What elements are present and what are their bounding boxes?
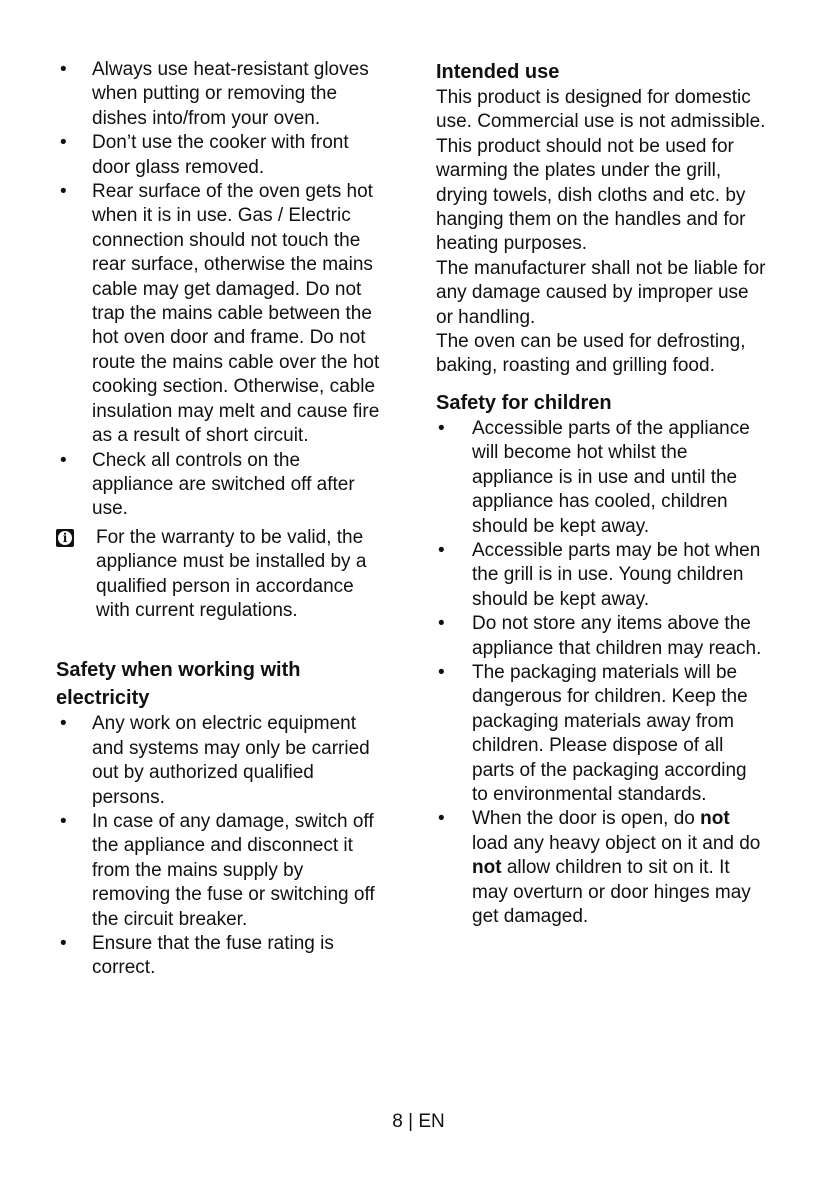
children-list [436,417,816,930]
intended-use-paragraph: This product is designed for domestic use. Commercial use is not admissible. This product should not be used for warming the plates under the grill, drying towels, dish cloths and etc. by hanging them on the handles and for heating purposes. The manufacturer shall not be liable for any damage caused by improper use or handling. The oven can be used for defrosting, baking, roasting and grilling food. [436,87,766,377]
right-column [436,58,816,929]
bullet: • [60,713,67,735]
list-item: • Do not store any items above the appliance that children may reach. [438,613,762,659]
bullet: • [60,810,67,832]
list-item: • Always use heat-resistant gloves when putting or removing the dishes into/from your oven. [60,59,369,129]
list-item: • Ensure that the fuse rating is correct. [60,933,334,979]
bullet: • [60,181,67,203]
list-item: • The packaging materials will be dangerous for children. Keep the packaging materials away from children. Please dispose of all parts of the packaging according to environmental standards. [438,661,748,805]
list-item: • Accessible parts may be hot when the grill is in use. Young children should be kept away. [438,539,761,610]
left-column [56,58,406,981]
bullet: • [438,417,445,439]
section-heading: Safety when working with electricity [56,659,301,710]
electricity-list [56,712,406,980]
bullet: • [438,613,445,635]
section-heading: Safety for children [436,391,612,414]
list-item: • Rear surface of the oven gets hot when it is in use. Gas / Electric connection should not touch the rear surface, otherwise the mains cable may get damaged. Do not trap the mains cable between the hot oven door and frame. Do not route the mains cable over the hot cooking section. Otherwise, cable insulation may melt and cause fire as a result of short circuit. [60,181,380,447]
bullet: • [438,808,445,830]
list-item: • Any work on electric equipment and systems may only be carried out by authorized qualified persons. [60,713,370,808]
bullet: • [60,132,67,154]
bullet: • [60,933,67,954]
section-heading: Intended use [436,61,560,83]
safety-list [56,58,406,522]
page-number: 8 | EN [392,1111,445,1132]
bullet: • [60,59,67,80]
list-item: • When the door is open, do not load any heavy object on it and do not allow children to sit on it. It may overturn or door hinges may get damaged. [438,808,761,927]
list-item: • Accessible parts of the appliance will become hot whilst the appliance is in use and until the appliance has cooled, children should be kept away. [438,417,750,537]
warranty-note: i For the warranty to be valid, the appliance must be installed by a qualified person in accordance with current regulations. [56,526,406,624]
bullet: • [438,661,445,683]
info-icon: i [56,529,74,547]
list-item: • Check all controls on the appliance are switched off after use. [60,449,355,520]
bullet: • [60,449,67,471]
bullet: • [438,539,445,561]
list-item: • In case of any damage, switch off the appliance and disconnect it from the mains supply by removing the fuse or switching off the circuit breaker. [60,810,375,930]
list-item: • Don’t use the cooker with front door glass removed. [60,132,349,178]
